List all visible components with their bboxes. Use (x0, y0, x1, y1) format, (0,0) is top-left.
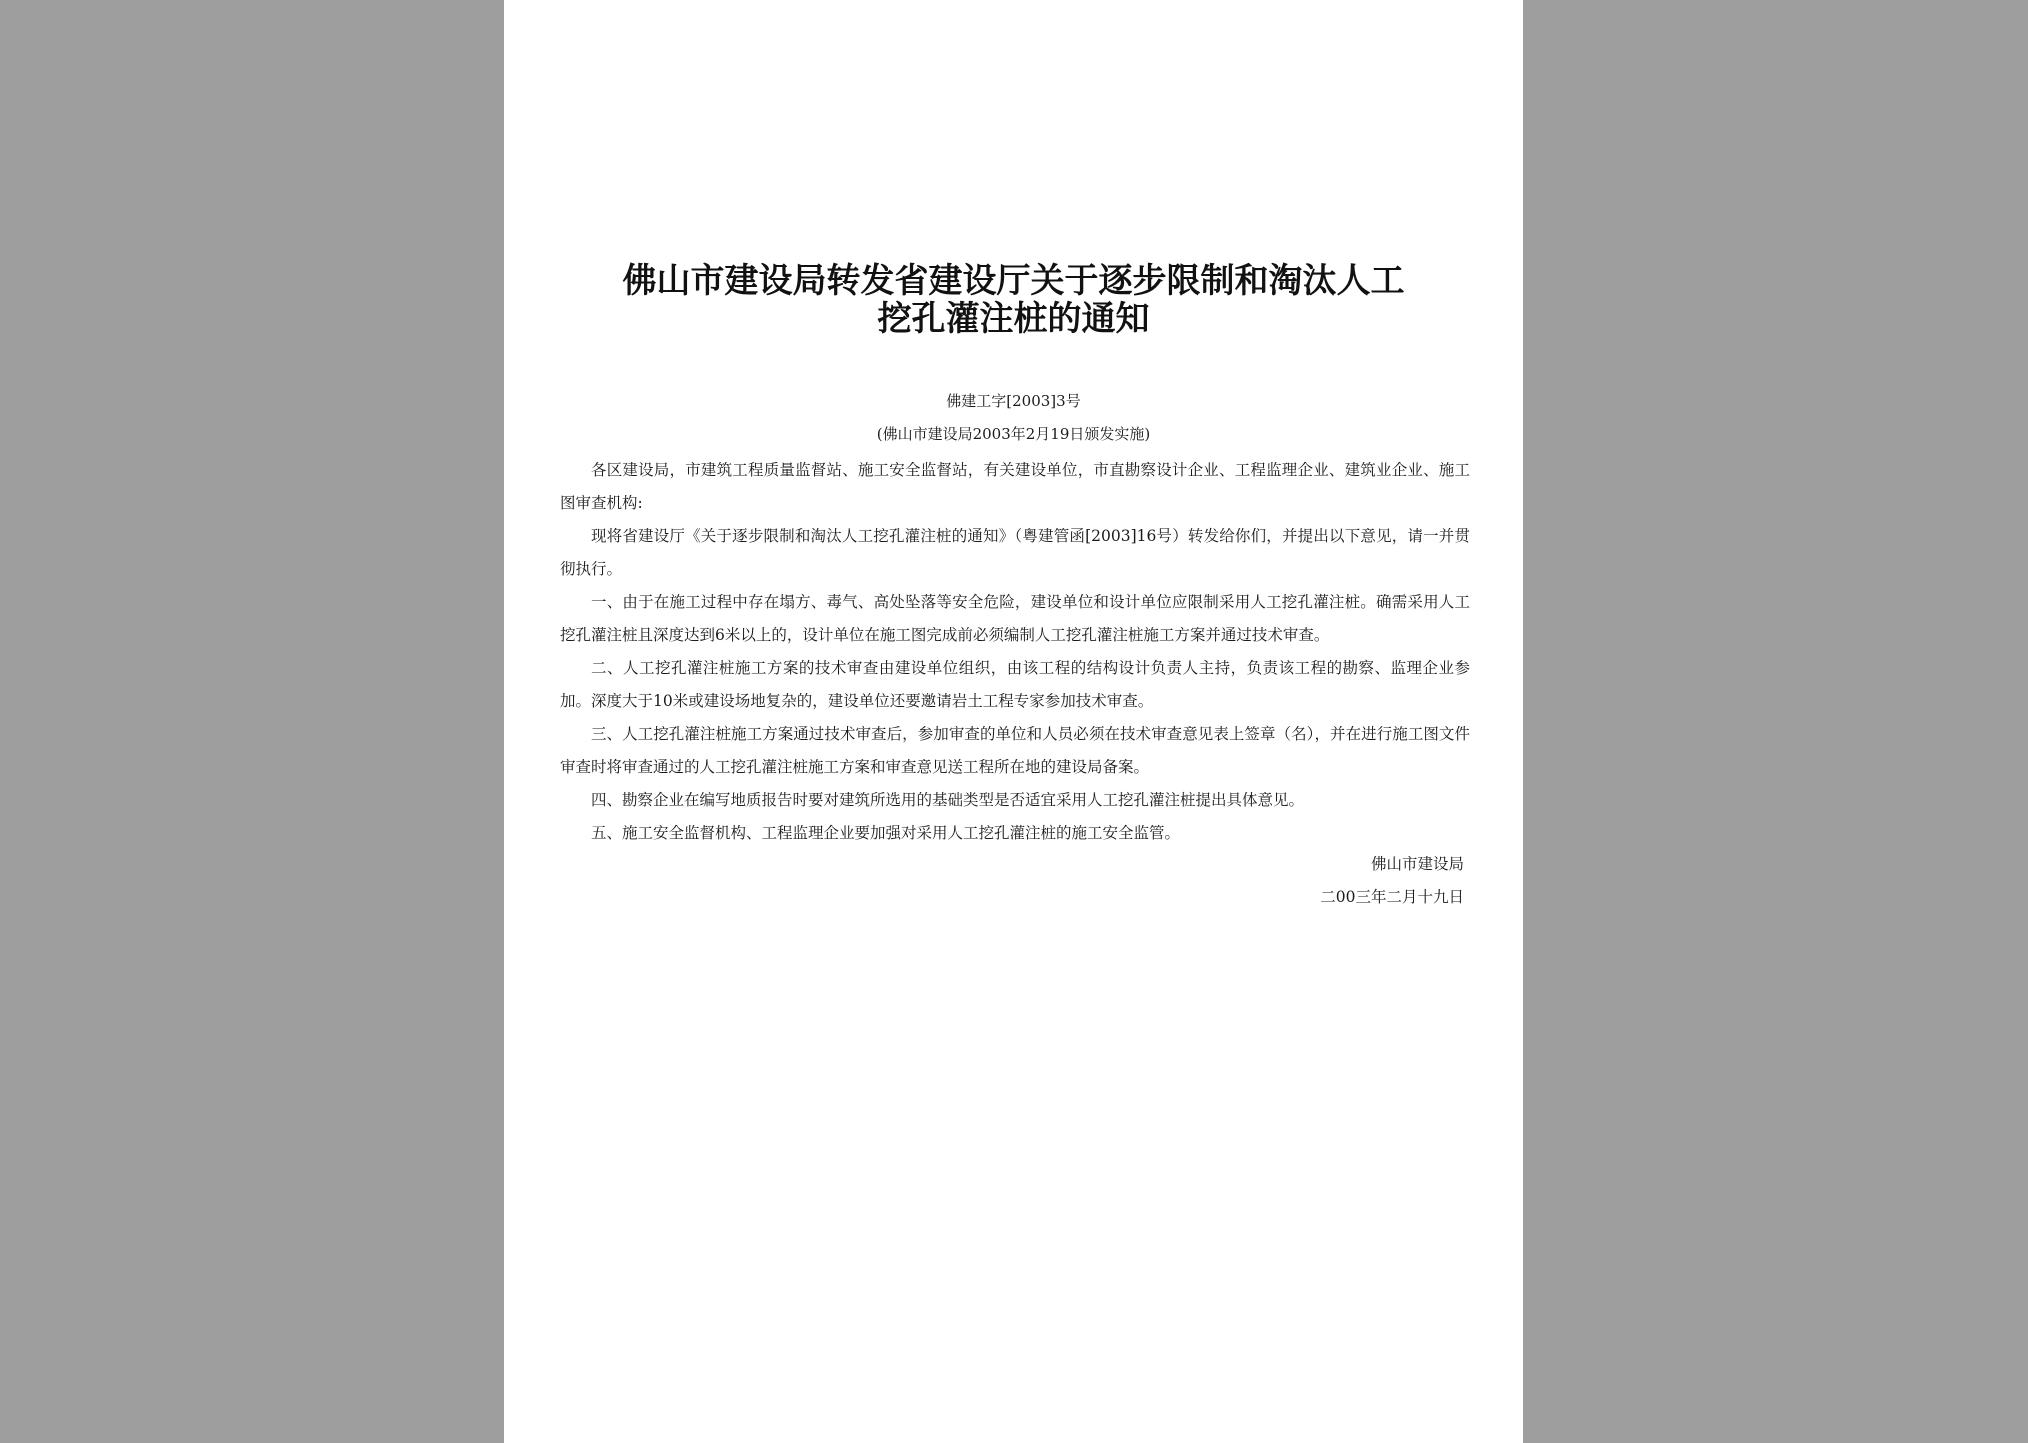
paragraph-item-1: 一、由于在施工过程中存在塌方、毒气、高处坠落等安全危险，建设单位和设计单位应限制采用人工挖孔灌注桩。确需采用人工挖孔灌注桩且深度达到6米以上的，设计单位在施工图完成前必须编制人工挖孔灌注桩施工方案并通过技术审查。 (560, 593, 1470, 644)
paragraph-item-5: 五、施工安全监督机构、工程监理企业要加强对采用人工挖孔灌注桩的施工安全监管。 (591, 824, 1181, 842)
document-number: 佛建工字[2003]3号 (946, 392, 1081, 410)
paragraph-item-3: 三、人工挖孔灌注桩施工方案通过技术审查后，参加审查的单位和人员必须在技术审查意见表上签章（名），并在进行施工图文件审查时将审查通过的人工挖孔灌注桩施工方案和审查意见送工程所在地的建设局备案。 (560, 725, 1470, 776)
title-line-2: 挖孔灌注桩的通知 (877, 299, 1150, 339)
signature-org: 佛山市建设局 (1370, 855, 1464, 873)
paragraph-addressees: 各区建设局，市建筑工程质量监督站、施工安全监督站，有关建设单位，市直勘察设计企业、工程监理企业、建筑业企业、施工图审查机构: (560, 461, 1470, 512)
title-line-1: 佛山市建设局转发省建设厅关于逐步限制和淘汰人工 (622, 261, 1405, 301)
signature-block (1320, 848, 1464, 914)
paragraph-item-4: 四、勘察企业在编写地质报告时要对建筑所选用的基础类型是否适宜采用人工挖孔灌注桩提出具体意见。 (591, 791, 1305, 809)
document-body (560, 454, 1470, 850)
signature-date: 二00三年二月十九日 (1320, 888, 1464, 906)
paragraph-item-2: 二、人工挖孔灌注桩施工方案的技术审查由建设单位组织，由该工程的结构设计负责人主持，负责该工程的勘察、监理企业参加。深度大于10米或建设场地复杂的，建设单位还要邀请岩土工程专家参加技术审查。 (560, 659, 1470, 710)
issue-note: (佛山市建设局2003年2月19日颁发实施) (876, 425, 1151, 443)
paragraph-intro: 现将省建设厅《关于逐步限制和淘汰人工挖孔灌注桩的通知》（粤建管函[2003]16号）转发给你们，并提出以下意见，请一并贯彻执行。 (560, 527, 1470, 578)
document-title (504, 262, 1523, 338)
document-page (504, 0, 1523, 1443)
